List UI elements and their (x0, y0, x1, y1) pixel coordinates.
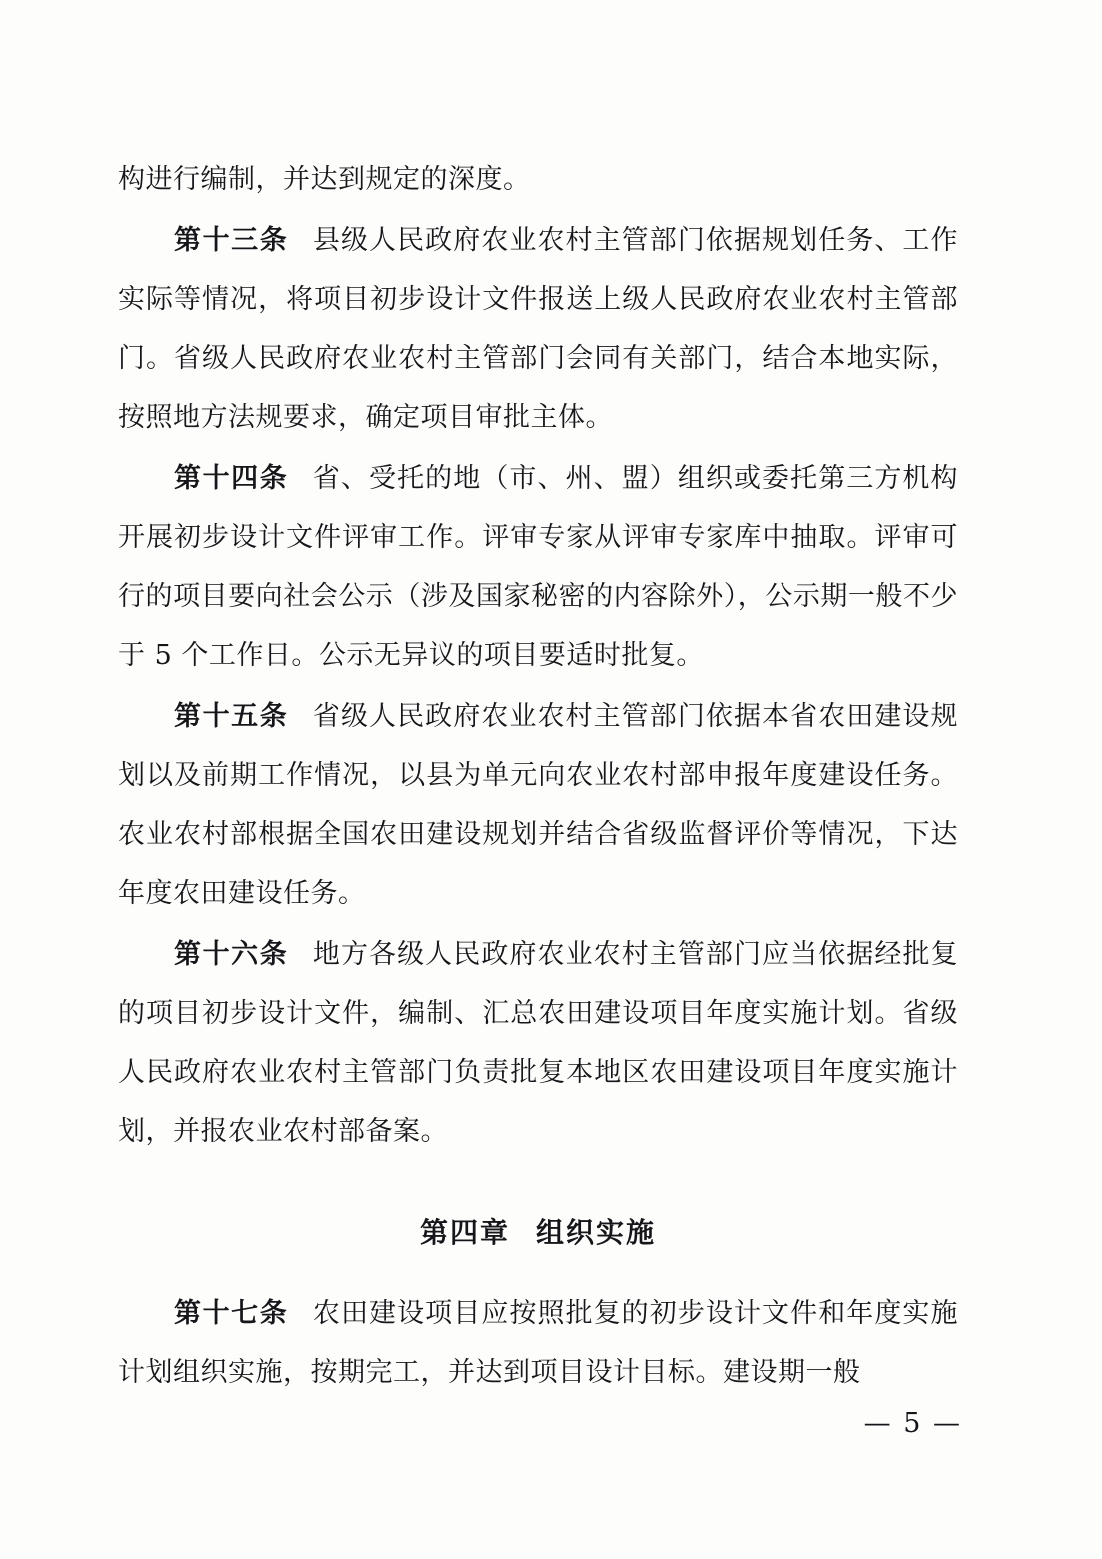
paragraph-article-14 (118, 449, 958, 685)
article-label: 第十六条 (174, 939, 289, 970)
chapter-name: 组织实施 (536, 1216, 657, 1249)
paragraph-article-15 (118, 687, 958, 923)
paragraph-text: 地方各级人民政府农业农村主管部门应当依据经批复的项目初步设计文件，编制、汇总农田建设项目年度实施计划。省级人民政府农业农村主管部门负责批复本地区农田建设项目年度实施计划，并报农业农村部备案。 (118, 939, 958, 1147)
page-body (118, 150, 958, 1404)
paragraph-text: 省级人民政府农业农村主管部门依据本省农田建设规划以及前期工作情况，以县为单元向农业农村部申报年度建设任务。农业农村部根据全国农田建设规划并结合省级监督评价等情况，下达年度农田建设任务。 (118, 701, 958, 909)
chapter-number: 第四章 (419, 1216, 510, 1249)
article-label: 第十三条 (174, 225, 289, 256)
paragraph-article-13 (118, 211, 958, 447)
chapter-heading (118, 1203, 958, 1262)
paragraph-continued (118, 150, 958, 209)
page-number: — 5 — (863, 1408, 962, 1439)
article-label: 第十五条 (174, 701, 289, 732)
paragraph-article-17 (118, 1284, 958, 1402)
paragraph-text: 省、受托的地（市、州、盟）组织或委托第三方机构开展初步设计文件评审工作。评审专家从评审专家库中抽取。评审可行的项目要向社会公示（涉及国家秘密的内容除外），公示期一般不少于 5 个工作日。公示无异议的项目要适时批复。 (118, 463, 958, 671)
paragraph-text: 县级人民政府农业农村主管部门依据规划任务、工作实际等情况，将项目初步设计文件报送上级人民政府农业农村主管部门。省级人民政府农业农村主管部门会同有关部门，结合本地实际，按照地方法规要求，确定项目审批主体。 (118, 225, 958, 433)
article-label: 第十四条 (174, 463, 289, 494)
paragraph-text: 构进行编制，并达到规定的深度。 (118, 164, 531, 195)
paragraph-article-16 (118, 925, 958, 1161)
article-label: 第十七条 (174, 1298, 289, 1329)
paragraph-text: 农田建设项目应按照批复的初步设计文件和年度实施计划组织实施，按期完工，并达到项目设计目标。建设期一般 (118, 1298, 958, 1388)
